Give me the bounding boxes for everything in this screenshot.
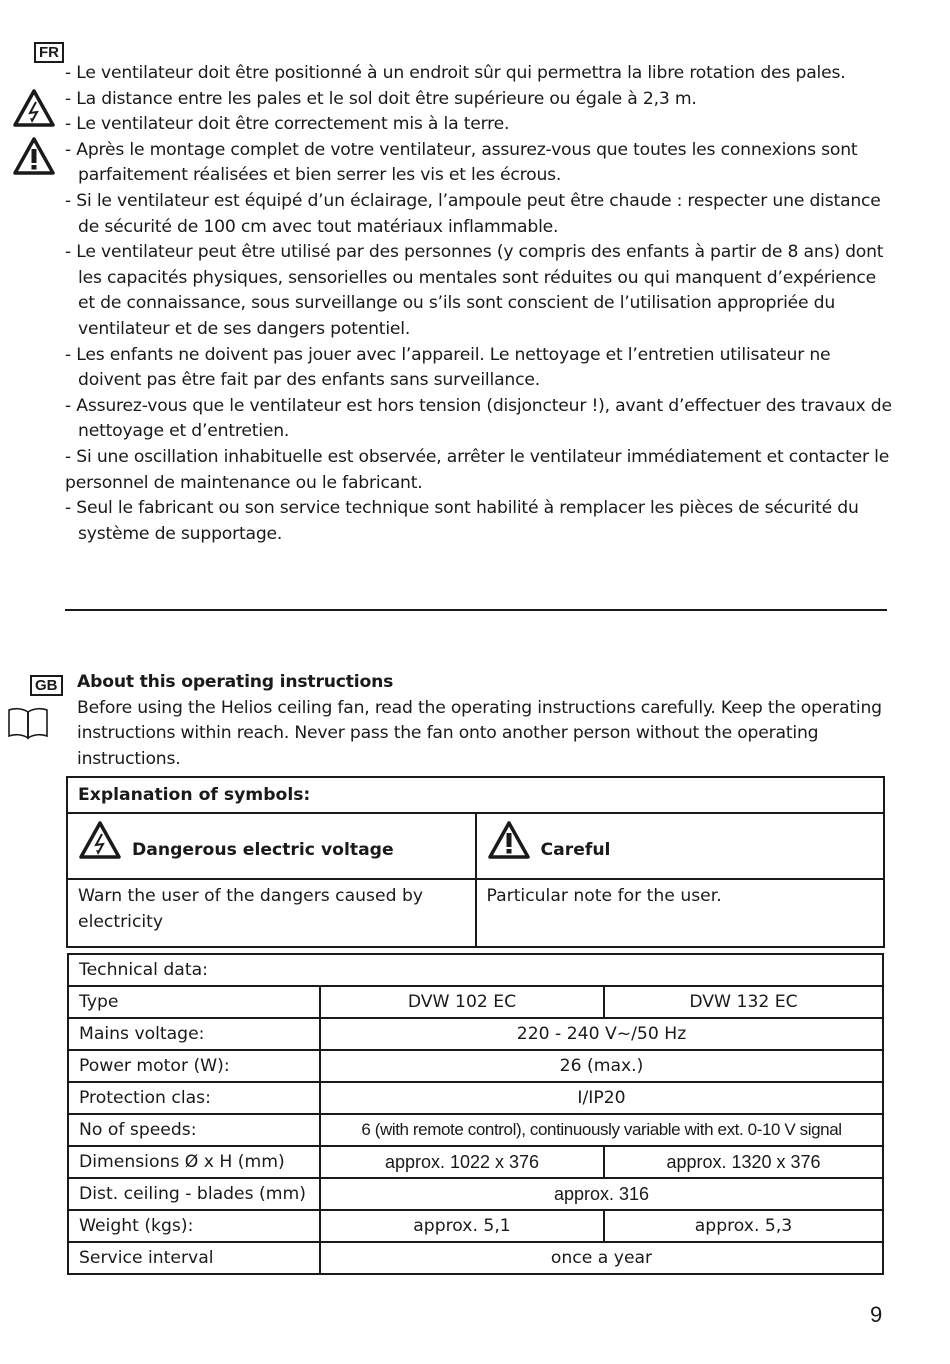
- fr-safety-item: - La distance entre les pales et le sol doit être supérieure ou égale à 2,3 m.: [65, 88, 697, 109]
- tech-value: approx. 1022 x 376: [320, 1146, 604, 1178]
- tech-value: I/IP20: [320, 1082, 883, 1114]
- table-row: [68, 1178, 883, 1210]
- tech-label: Dimensions Ø x H (mm): [68, 1146, 320, 1178]
- danger-symbol-cell: [67, 813, 476, 879]
- gb-intro-block: [77, 670, 892, 772]
- tech-value: DVW 102 EC: [320, 986, 604, 1018]
- tech-value: once a year: [320, 1242, 883, 1274]
- danger-symbol-title: Dangerous electric voltage: [132, 840, 394, 860]
- table-row: [68, 1050, 883, 1082]
- tech-label: No of speeds:: [68, 1114, 320, 1146]
- fr-safety-item: - Le ventilateur peut être utilisé par des personnes (y compris des enfants à partir de 8 ans) dont les capacités physiques, sensorielles ou mentales sont réduites ou qui manquent d’expérience et de connaissance, sous surveillange ou s’ils sont conscient de l’utilisation appropriée du ventilateur et de ses dangers potentiel.: [65, 242, 884, 339]
- electric-voltage-warning-icon: [78, 820, 122, 860]
- caution-warning-icon: [487, 820, 531, 860]
- fr-safety-item: - Assurez-vous que le ventilateur est hors tension (disjoncteur !), avant d’effectuer des travaux de nettoyage et d’entretien.: [65, 395, 892, 442]
- fr-safety-item: - Les enfants ne doivent pas jouer avec l’appareil. Le nettoyage et l’entretien utilisateur ne doivent pas être fait par des enfants sans surveillance.: [65, 344, 831, 391]
- fr-language-tag: FR: [34, 42, 64, 63]
- tech-label: Weight (kgs):: [68, 1210, 320, 1242]
- tech-value: approx. 5,3: [604, 1210, 883, 1242]
- tech-value: approx. 5,1: [320, 1210, 604, 1242]
- tech-value: 220 - 240 V~/50 Hz: [320, 1018, 883, 1050]
- fr-safety-item: - Après le montage complet de votre ventilateur, assurez-vous que toutes les connexions sont parfaitement réalisées et bien serrer les vis et les écrous.: [65, 139, 858, 186]
- careful-symbol-cell: [476, 813, 885, 879]
- tech-value: 6 (with remote control), continuously variable with ext. 0-10 V signal: [320, 1114, 883, 1146]
- symbols-caption: Explanation of symbols:: [67, 777, 884, 813]
- fr-safety-item: - Le ventilateur doit être correctement mis à la terre.: [65, 114, 510, 135]
- tech-label: Type: [68, 986, 320, 1018]
- tech-label: Power motor (W):: [68, 1050, 320, 1082]
- tech-value: 26 (max.): [320, 1050, 883, 1082]
- fr-safety-item: - Si le ventilateur est équipé d’un éclairage, l’ampoule peut être chaude : respecter une distance de sécurité de 100 cm avec tout matériaux inflammable.: [65, 190, 881, 237]
- technical-data-table: [67, 953, 884, 1275]
- gb-intro-text: Before using the Helios ceiling fan, read the operating instructions carefully. Keep the operating instructions within reach. Never pass the fan onto another person without the operating instructions.: [77, 697, 882, 769]
- caution-warning-icon: [12, 136, 56, 176]
- danger-symbol-description: Warn the user of the dangers caused by electricity: [67, 879, 476, 947]
- fr-safety-item: - Si une oscillation inhabituelle est observée, arrêter le ventilateur immédiatement et contacter le personnel de maintenance ou le fabricant.: [65, 446, 890, 493]
- gb-heading: About this operating instructions: [77, 672, 394, 692]
- symbols-table: [66, 776, 885, 948]
- careful-symbol-description: Particular note for the user.: [476, 879, 885, 947]
- section-divider: [65, 609, 887, 611]
- fr-safety-item: - Le ventilateur doit être positionné à un endroit sûr qui permettra la libre rotation des pales.: [65, 63, 846, 83]
- table-row: [68, 1114, 883, 1146]
- fr-safety-item: - Seul le fabricant ou son service technique sont habilité à remplacer les pièces de sécurité du système de supportage.: [65, 498, 859, 544]
- tech-value: DVW 132 EC: [604, 986, 883, 1018]
- fr-safety-list: [65, 61, 895, 547]
- table-row: [68, 954, 883, 986]
- tech-caption: Technical data:: [68, 954, 883, 986]
- tech-label: Service interval: [68, 1242, 320, 1274]
- book-icon: [6, 706, 50, 742]
- tech-label: Mains voltage:: [68, 1018, 320, 1050]
- table-row: [68, 1242, 883, 1274]
- tech-value: approx. 316: [320, 1178, 883, 1210]
- careful-symbol-title: Careful: [540, 840, 611, 860]
- table-row: [68, 1018, 883, 1050]
- gb-language-tag: GB: [30, 675, 63, 696]
- electric-voltage-warning-icon: [12, 88, 56, 128]
- table-row: [68, 1082, 883, 1114]
- page-number: 9: [870, 1302, 883, 1327]
- table-row: [68, 1146, 883, 1178]
- table-row: [68, 1210, 883, 1242]
- table-row: [68, 986, 883, 1018]
- tech-label: Protection clas:: [68, 1082, 320, 1114]
- tech-label: Dist. ceiling - blades (mm): [68, 1178, 320, 1210]
- tech-value: approx. 1320 x 376: [604, 1146, 883, 1178]
